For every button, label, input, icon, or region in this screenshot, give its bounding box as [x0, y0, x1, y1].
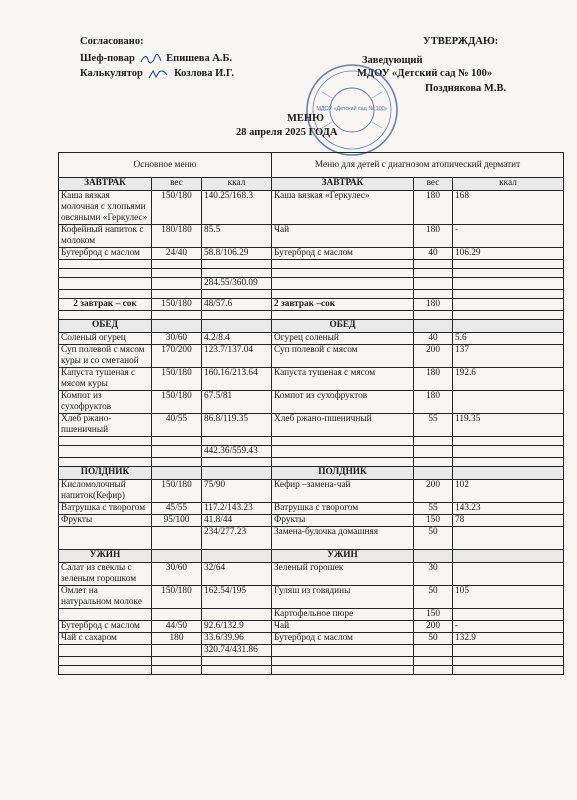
dish-kcal: 67.5/81	[202, 391, 272, 414]
diet-dish-name	[272, 458, 414, 467]
dish-kcal	[202, 290, 272, 299]
diet-dish-weight: 50	[414, 527, 453, 550]
diet-dish-name	[272, 666, 414, 675]
diet-weight-col-header	[414, 467, 453, 480]
dish-kcal: 234/277.23	[202, 527, 272, 550]
dish-kcal: 86.8/119.35	[202, 414, 272, 437]
diet-kcal-col-header: ккал	[453, 178, 564, 191]
dish-kcal: 442.36/559.43	[202, 446, 272, 458]
diet-meal-title: УЖИН	[272, 550, 414, 563]
dish-name	[59, 458, 152, 467]
dish-name	[59, 260, 152, 269]
dish-kcal: 58.8/106.29	[202, 248, 272, 260]
dish-name	[59, 666, 152, 675]
dish-weight: 30/60	[152, 333, 202, 345]
diet-dish-kcal	[453, 609, 564, 621]
dish-weight: 150/180	[152, 586, 202, 609]
diet-kcal-col-header	[453, 320, 564, 333]
diet-dish-name: Замена-булочка домашняя	[272, 527, 414, 550]
diet-weight-col-header	[414, 550, 453, 563]
table-row	[59, 368, 564, 391]
table-row	[59, 437, 564, 446]
dish-weight	[152, 446, 202, 458]
dish-weight: 170/200	[152, 345, 202, 368]
diet-meal-title: ЗАВТРАК	[272, 178, 414, 191]
dish-name	[59, 269, 152, 278]
diet-dish-kcal: 105	[453, 586, 564, 609]
diet-dish-name	[272, 446, 414, 458]
page-title: МЕНЮ	[287, 113, 324, 124]
main-menu-header: Основное меню	[59, 153, 272, 178]
meal-header-row	[59, 550, 564, 563]
dish-kcal	[202, 260, 272, 269]
diet-dish-name	[272, 657, 414, 666]
stamp-text: МДОУ «Детский сад № 100»	[316, 106, 388, 112]
dish-weight	[152, 645, 202, 657]
dish-name	[59, 609, 152, 621]
diet-dish-weight	[414, 666, 453, 675]
diet-dish-weight	[414, 269, 453, 278]
diet-dish-name	[272, 290, 414, 299]
diet-dish-kcal	[453, 666, 564, 675]
meal-header-row	[59, 178, 564, 191]
table-row	[59, 299, 564, 311]
diet-dish-weight: 150	[414, 609, 453, 621]
weight-col-header	[152, 467, 202, 480]
diet-dish-weight: 180	[414, 225, 453, 248]
dish-kcal	[202, 269, 272, 278]
diet-dish-weight	[414, 311, 453, 320]
diet-dish-kcal	[453, 645, 564, 657]
diet-dish-weight: 55	[414, 503, 453, 515]
diet-dish-weight: 40	[414, 248, 453, 260]
meal-header-row	[59, 320, 564, 333]
diet-dish-weight	[414, 645, 453, 657]
dish-kcal: 92.6/132.9	[202, 621, 272, 633]
table-row	[59, 645, 564, 657]
dish-weight	[152, 527, 202, 550]
dish-name: Кофейный напиток с молоком	[59, 225, 152, 248]
meal-header-row	[59, 467, 564, 480]
diet-dish-name: Каша вязкая «Геркулес»	[272, 191, 414, 225]
diet-dish-kcal	[453, 311, 564, 320]
table-row	[59, 621, 564, 633]
diet-dish-weight	[414, 290, 453, 299]
table-row	[59, 333, 564, 345]
chef-role: Шеф-повар	[80, 53, 135, 64]
dish-kcal: 48/57.6	[202, 299, 272, 311]
diet-dish-kcal	[453, 391, 564, 414]
diet-dish-name: Чай	[272, 225, 414, 248]
diet-dish-name: Фрукты	[272, 515, 414, 527]
diet-dish-weight: 200	[414, 480, 453, 503]
diet-weight-col-header: вес	[414, 178, 453, 191]
dish-weight: 180/180	[152, 225, 202, 248]
dish-kcal: 41.8/44	[202, 515, 272, 527]
diet-dish-weight	[414, 458, 453, 467]
dish-weight: 150/180	[152, 391, 202, 414]
diet-dish-weight: 40	[414, 333, 453, 345]
dish-weight: 150/180	[152, 299, 202, 311]
diet-dish-weight	[414, 437, 453, 446]
table-row	[59, 248, 564, 260]
diet-dish-weight: 180	[414, 191, 453, 225]
diet-dish-name: Чай	[272, 621, 414, 633]
dish-name	[59, 290, 152, 299]
diet-dish-kcal: 102	[453, 480, 564, 503]
dish-weight: 44/50	[152, 621, 202, 633]
dish-weight: 150/180	[152, 368, 202, 391]
dish-name: Капуста тушеная с мясом куры	[59, 368, 152, 391]
diet-dish-name: Кефир –замена-чай	[272, 480, 414, 503]
diet-dish-name	[272, 645, 414, 657]
diet-meal-title: ОБЕД	[272, 320, 414, 333]
calc-signature-icon	[147, 69, 169, 79]
dish-weight	[152, 458, 202, 467]
head-name: Позднякова М.В.	[425, 83, 507, 94]
diet-dish-kcal: 106.29	[453, 248, 564, 260]
table-row	[59, 446, 564, 458]
diet-dish-name: Ватрушка с творогом	[272, 503, 414, 515]
diet-dish-kcal	[453, 437, 564, 446]
dish-weight	[152, 278, 202, 290]
meal-title: УЖИН	[59, 550, 152, 563]
kcal-col-header: ккал	[202, 178, 272, 191]
diet-dish-kcal: 143.23	[453, 503, 564, 515]
diet-dish-name: Суп полевой с мясом	[272, 345, 414, 368]
dish-name: Фрукты	[59, 515, 152, 527]
diet-dish-kcal	[453, 269, 564, 278]
diet-dish-kcal	[453, 290, 564, 299]
table-header-row	[59, 153, 564, 178]
table-row	[59, 260, 564, 269]
diet-dish-kcal	[453, 563, 564, 586]
diet-dish-weight: 30	[414, 563, 453, 586]
table-row	[59, 586, 564, 609]
dish-name: Каша вязкая молочная с хлопьями овсяными «Геркулес»	[59, 191, 152, 225]
diet-dish-weight: 50	[414, 586, 453, 609]
dish-name: Бутерброд с маслом	[59, 248, 152, 260]
diet-dish-kcal	[453, 657, 564, 666]
dish-name: Суп полевой с мясом куры и со сметаной	[59, 345, 152, 368]
table-row	[59, 563, 564, 586]
dish-kcal: 4.2/8.4	[202, 333, 272, 345]
dish-name	[59, 446, 152, 458]
diet-dish-kcal: -	[453, 621, 564, 633]
diet-dish-kcal: -	[453, 225, 564, 248]
kcal-col-header	[202, 320, 272, 333]
diet-dish-weight	[414, 657, 453, 666]
diet-dish-weight: 180	[414, 299, 453, 311]
table-row	[59, 527, 564, 550]
diet-dish-name: Огурец соленый	[272, 333, 414, 345]
diet-dish-weight: 55	[414, 414, 453, 437]
dish-kcal: 117.2/143.23	[202, 503, 272, 515]
dish-kcal	[202, 657, 272, 666]
diet-dish-name: Гуляш из говядины	[272, 586, 414, 609]
table-row	[59, 480, 564, 503]
dish-kcal: 320.74/431.86	[202, 645, 272, 657]
table-row	[59, 191, 564, 225]
dish-weight: 150/180	[152, 480, 202, 503]
kcal-col-header	[202, 550, 272, 563]
table-row	[59, 225, 564, 248]
diet-dish-kcal	[453, 458, 564, 467]
dish-name: Омлет на натуральном молоке	[59, 586, 152, 609]
dish-kcal	[202, 437, 272, 446]
chef-name: Епишева А.Б.	[166, 53, 233, 64]
diet-dish-weight	[414, 278, 453, 290]
table-row	[59, 666, 564, 675]
dish-kcal: 160.16/213.64	[202, 368, 272, 391]
diet-dish-weight: 200	[414, 345, 453, 368]
table-row	[59, 278, 564, 290]
diet-dish-name: 2 завтрак –сок	[272, 299, 414, 311]
dish-kcal: 32/64	[202, 563, 272, 586]
diet-dish-name	[272, 278, 414, 290]
approve-label: УТВЕРЖДАЮ:	[423, 36, 499, 47]
diet-dish-name	[272, 311, 414, 320]
dish-name	[59, 657, 152, 666]
kcal-col-header	[202, 467, 272, 480]
diet-dish-name: Хлеб ржано-пшеничный	[272, 414, 414, 437]
dish-name: Хлеб ржано-пшеничный	[59, 414, 152, 437]
dish-name	[59, 278, 152, 290]
table-row	[59, 458, 564, 467]
dish-name: Ватрушка с творогом	[59, 503, 152, 515]
dish-weight	[152, 657, 202, 666]
diet-dish-name	[272, 269, 414, 278]
table-row	[59, 657, 564, 666]
calc-role: Калькулятор	[80, 68, 143, 79]
dish-kcal: 85.5	[202, 225, 272, 248]
diet-kcal-col-header	[453, 550, 564, 563]
table-row	[59, 290, 564, 299]
table-row	[59, 633, 564, 645]
diet-dish-kcal: 168	[453, 191, 564, 225]
diet-dish-kcal: 78	[453, 515, 564, 527]
diet-dish-name: Бутерброд с маслом	[272, 633, 414, 645]
diet-dish-name: Бутерброд с маслом	[272, 248, 414, 260]
dish-name: Чай с сахаром	[59, 633, 152, 645]
diet-dish-name: Картофельное пюре	[272, 609, 414, 621]
dish-name	[59, 527, 152, 550]
dish-kcal: 162.54/195	[202, 586, 272, 609]
dish-weight	[152, 311, 202, 320]
diet-dish-name: Зеленый горошек	[272, 563, 414, 586]
dish-name	[59, 311, 152, 320]
dish-name	[59, 645, 152, 657]
menu-table	[58, 152, 564, 675]
agreed-label: Согласовано:	[80, 36, 144, 47]
dish-name: 2 завтрак – сок	[59, 299, 152, 311]
dish-name: Салат из свеклы с зеленым горошком	[59, 563, 152, 586]
diet-dish-name: Компот из сухофруктов	[272, 391, 414, 414]
dish-weight	[152, 260, 202, 269]
diet-dish-kcal: 132.9	[453, 633, 564, 645]
diet-dish-name	[272, 437, 414, 446]
diet-dish-name	[272, 260, 414, 269]
official-stamp-icon	[304, 62, 400, 158]
diet-dish-weight: 180	[414, 368, 453, 391]
diet-dish-kcal	[453, 527, 564, 550]
dish-name: Соленый огурец	[59, 333, 152, 345]
meal-title: ЗАВТРАК	[59, 178, 152, 191]
dish-weight: 30/60	[152, 563, 202, 586]
dish-weight: 180	[152, 633, 202, 645]
dish-kcal: 140.25/168.3	[202, 191, 272, 225]
dish-weight	[152, 437, 202, 446]
diet-dish-kcal: 192.6	[453, 368, 564, 391]
calc-line	[80, 68, 234, 79]
weight-col-header	[152, 550, 202, 563]
chef-line	[80, 53, 232, 64]
table-row	[59, 391, 564, 414]
diet-dish-weight	[414, 446, 453, 458]
diet-dish-weight: 50	[414, 633, 453, 645]
dish-kcal	[202, 458, 272, 467]
dish-weight	[152, 609, 202, 621]
diet-dish-weight	[414, 260, 453, 269]
weight-col-header	[152, 320, 202, 333]
dish-name	[59, 437, 152, 446]
diet-dish-weight: 200	[414, 621, 453, 633]
table-row	[59, 269, 564, 278]
dish-name: Кисломолочный напиток(Кефир)	[59, 480, 152, 503]
dish-kcal: 284.55/360.09	[202, 278, 272, 290]
dish-kcal: 75/90	[202, 480, 272, 503]
dish-weight	[152, 666, 202, 675]
dish-weight: 40/55	[152, 414, 202, 437]
diet-dish-kcal	[453, 446, 564, 458]
calc-name: Козлова И.Г.	[174, 68, 234, 79]
diet-dish-name: Капуста тушеная с мясом	[272, 368, 414, 391]
table-row	[59, 609, 564, 621]
weight-col-header: вес	[152, 178, 202, 191]
table-row	[59, 311, 564, 320]
table-row	[59, 515, 564, 527]
dish-kcal: 33.6/39.96	[202, 633, 272, 645]
diet-dish-kcal	[453, 299, 564, 311]
menu-date: 28 апреля 2025 ГОДА	[236, 127, 338, 138]
diet-dish-weight: 150	[414, 515, 453, 527]
dish-weight: 24/40	[152, 248, 202, 260]
dish-kcal: 123.7/137.04	[202, 345, 272, 368]
diet-dish-kcal: 5.6	[453, 333, 564, 345]
table-row	[59, 345, 564, 368]
dish-weight: 45/55	[152, 503, 202, 515]
meal-title: ОБЕД	[59, 320, 152, 333]
dish-weight: 95/100	[152, 515, 202, 527]
chef-signature-icon	[140, 54, 162, 64]
dish-weight	[152, 269, 202, 278]
diet-kcal-col-header	[453, 467, 564, 480]
diet-dish-kcal	[453, 260, 564, 269]
org-name: МДОУ «Детский сад № 100»	[357, 68, 493, 79]
dish-name: Бутерброд с маслом	[59, 621, 152, 633]
diet-dish-kcal	[453, 278, 564, 290]
dish-kcal	[202, 666, 272, 675]
dish-kcal	[202, 609, 272, 621]
dish-name: Компот из сухофруктов	[59, 391, 152, 414]
diet-dish-kcal: 137	[453, 345, 564, 368]
meal-title: ПОЛДНИК	[59, 467, 152, 480]
dish-weight: 150/180	[152, 191, 202, 225]
diet-weight-col-header	[414, 320, 453, 333]
diet-dish-weight: 180	[414, 391, 453, 414]
head-role: Заведующий	[362, 55, 423, 66]
table-row	[59, 503, 564, 515]
diet-meal-title: ПОЛДНИК	[272, 467, 414, 480]
diet-dish-kcal: 119.35	[453, 414, 564, 437]
diet-menu-header: Меню для детей с диагнозом атопический дерматит	[272, 153, 564, 178]
dish-kcal	[202, 311, 272, 320]
dish-weight	[152, 290, 202, 299]
table-row	[59, 414, 564, 437]
